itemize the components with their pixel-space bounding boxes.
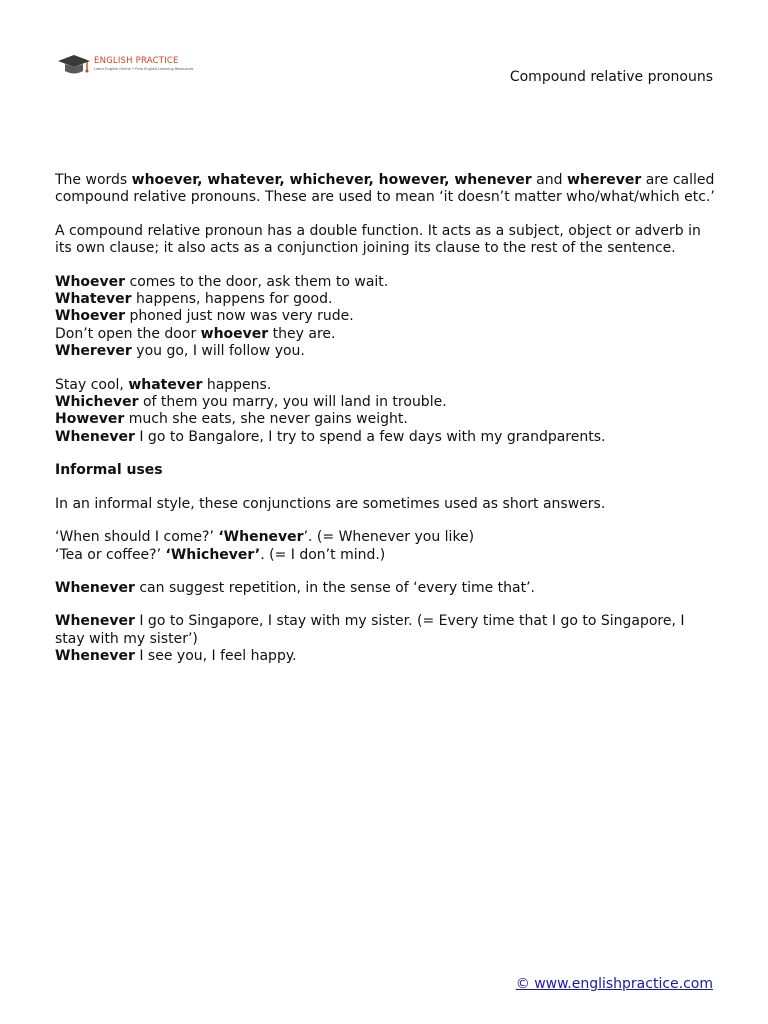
- intro-text-3: are called compound relative pronouns. These are used to mean ‘it doesn’t matter who/what/which etc.’: [55, 172, 715, 206]
- intro-text-2: and: [531, 172, 567, 188]
- document-body: [55, 172, 715, 682]
- example-line: Whenever I go to Singapore, I stay with my sister. (= Every time that I go to Singapore, I stay with my sister’): [55, 613, 685, 647]
- example-line: ‘When should I come?’ ‘Whenever’. (= Whenever you like): [55, 529, 475, 546]
- repetition-paragraph: Whenever can suggest repetition, in the sense of ‘every time that’.: [55, 579, 535, 596]
- example-line: Don’t open the door whoever they are.: [55, 325, 336, 342]
- graduation-cap-icon: [56, 52, 92, 78]
- logo: [56, 52, 206, 78]
- section-heading-informal: Informal uses: [55, 462, 163, 479]
- page-title: Compound relative pronouns: [509, 69, 713, 85]
- example-line: However much she eats, she never gains weight.: [55, 411, 408, 428]
- informal-examples: [55, 529, 715, 564]
- example-line: Whenever I go to Bangalore, I try to spend a few days with my grandparents.: [55, 428, 606, 445]
- informal-paragraph: In an informal style, these conjunctions are sometimes used as short answers.: [55, 495, 606, 512]
- example-line: Stay cool, whatever happens.: [55, 376, 272, 393]
- example-line: Whoever comes to the door, ask them to wait.: [55, 273, 389, 290]
- intro-bold-2: wherever: [566, 172, 642, 188]
- logo-brand: ENGLISH PRACTICE: [94, 56, 179, 66]
- intro-bold-1: whoever, whatever, whichever, however, whenever: [131, 172, 532, 188]
- examples-group-3: [55, 613, 715, 665]
- logo-tagline: Learn English Online • Free English Learning Resources: [94, 67, 194, 71]
- example-line: ‘Tea or coffee?’ ‘Whichever’. (= I don’t mind.): [55, 546, 386, 563]
- examples-group-1: [55, 274, 715, 361]
- example-line: Wherever you go, I will follow you.: [55, 343, 305, 360]
- examples-group-2: [55, 377, 715, 447]
- example-line: Whenever I see you, I feel happy.: [55, 648, 297, 665]
- footer-website-link[interactable]: © www.englishpractice.com: [515, 976, 713, 992]
- example-line: Whatever happens, happens for good.: [55, 291, 333, 308]
- example-line: Whoever phoned just now was very rude.: [55, 308, 354, 325]
- example-line: Whichever of them you marry, you will land in trouble.: [55, 394, 447, 411]
- intro-paragraph: [55, 172, 715, 207]
- intro-text-1: The words: [55, 172, 132, 188]
- function-paragraph: A compound relative pronoun has a double function. It acts as a subject, object or adverb in its own clause; it also acts as a conjunction joining its clause to the rest of the sentence.: [55, 222, 701, 257]
